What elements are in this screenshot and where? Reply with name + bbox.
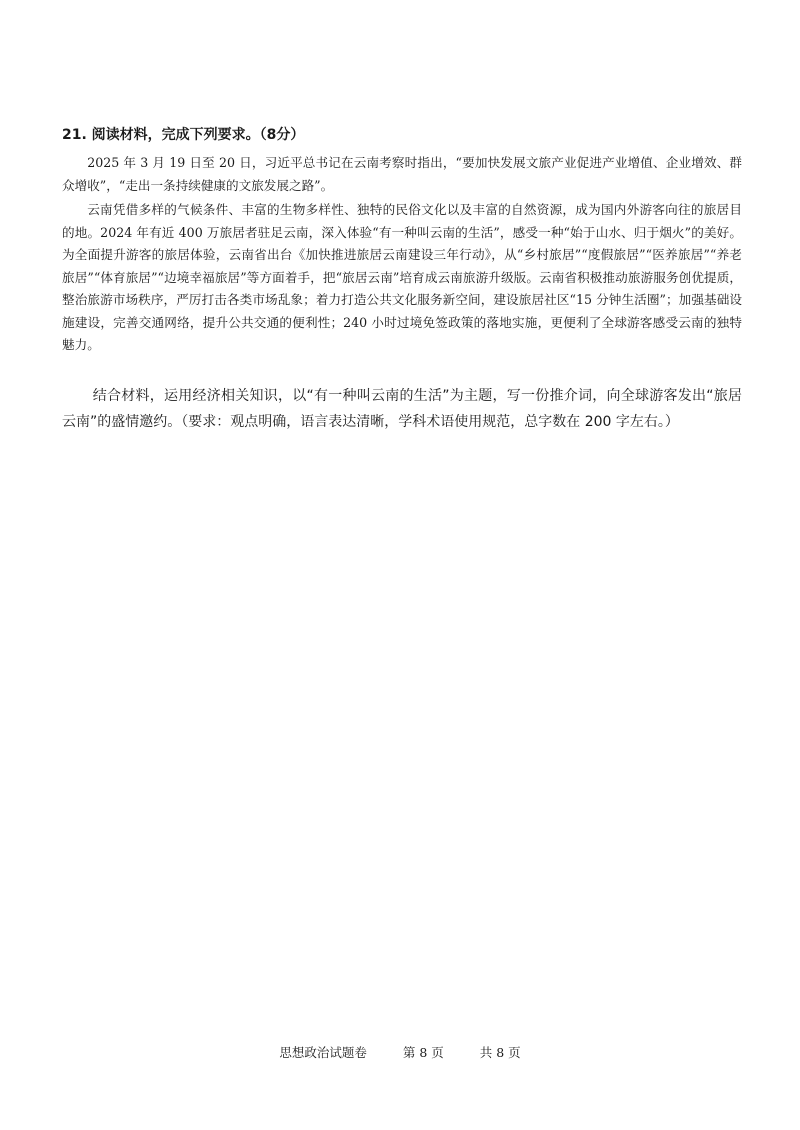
footer-page-current: 第 8 页 (402, 1045, 444, 1060)
footer-subject: 思想政治试题卷 (279, 1045, 367, 1060)
question-title: 21. 阅读材料，完成下列要求。（8分） (62, 127, 305, 143)
page-footer (0, 1044, 800, 1062)
material-block (62, 152, 742, 357)
requirement-text: 结合材料，运用经济相关知识，以“有一种叫云南的生活”为主题，写一份推介词，向全球游客发出“旅居云南”的盛情邀约。（要求：观点明确，语言表达清晰，学科术语使用规范，总字数在 200 字左右。） (62, 388, 742, 430)
material-paragraph-1: 2025 年 3 月 19 日至 20 日，习近平总书记在云南考察时指出，“要加快发展文旅产业促进产业增值、企业增效、群众增收”，“走出一条持续健康的文旅发展之路”。 (62, 155, 742, 193)
requirement-block (62, 383, 742, 435)
footer-page-total: 共 8 页 (479, 1045, 521, 1060)
material-paragraph-2: 云南凭借多样的气候条件、丰富的生物多样性、独特的民俗文化以及丰富的自然资源，成为国内外游客向往的旅居目的地。2024 年有近 400 万旅居者驻足云南，深入体验“有一种叫云南的生活”，感受一种“始于山水、归于烟火”的美好。为全面提升游客的旅居体验，云南省出台《加快推进旅居云南建设三年行动》，从“乡村旅居”“度假旅居”“医养旅居”“养老旅居”“体育旅居”“边境幸福旅居”等方面着手，把“旅居云南”培育成云南旅游升级版。云南省积极推动旅游服务创优提质，整治旅游市场秩序，严厉打击各类市场乱象；着力打造公共文化服务新空间，建设旅居社区“15 分钟生活圈”；加强基础设施建设，完善交通网络，提升公共交通的便利性；240 小时过境免签政策的落地实施，更便利了全球游客感受云南的独特魅力。 (62, 202, 742, 352)
